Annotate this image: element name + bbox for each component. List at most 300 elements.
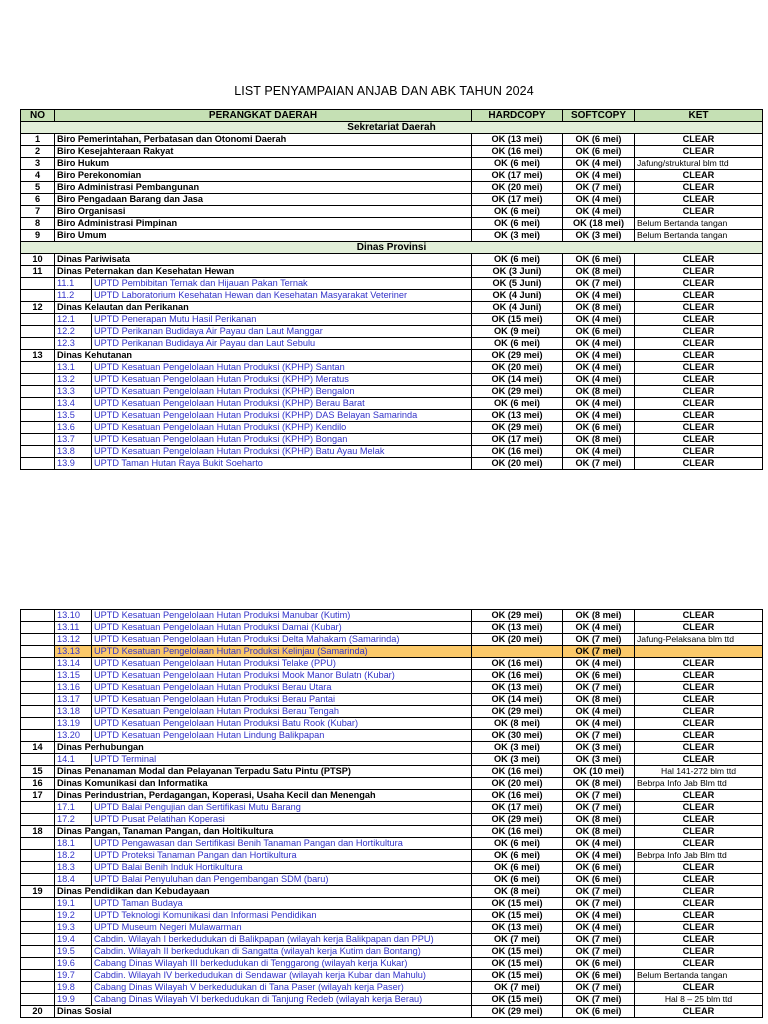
row-number: 15 <box>21 766 55 778</box>
sub-number: 13.1 <box>55 362 92 374</box>
hardcopy-status: OK (6 mei) <box>472 218 563 230</box>
ket-note: CLEAR <box>635 706 763 718</box>
sub-unit-row <box>21 458 763 470</box>
agency-row <box>21 218 763 230</box>
softcopy-status: OK (4 mei) <box>563 718 635 730</box>
sub-unit-name: UPTD Kesatuan Pengelolaan Hutan Produksi (KPHP) Berau Barat <box>92 398 472 410</box>
agency-row <box>21 790 763 802</box>
softcopy-status: OK (3 mei) <box>563 230 635 242</box>
agency-row <box>21 778 763 790</box>
ket-note: CLEAR <box>635 170 763 182</box>
agency-name: Biro Administrasi Pimpinan <box>55 218 472 230</box>
header-perangkat-daerah: PERANGKAT DAERAH <box>55 110 472 122</box>
hardcopy-status: OK (4 Juni) <box>472 290 563 302</box>
row-number: 20 <box>21 1006 55 1018</box>
hardcopy-status: OK (16 mei) <box>472 670 563 682</box>
row-number <box>21 874 55 886</box>
submission-table-page-2 <box>20 609 763 1018</box>
sub-unit-row <box>21 374 763 386</box>
agency-row <box>21 230 763 242</box>
agency-row <box>21 1006 763 1018</box>
ket-note: CLEAR <box>635 982 763 994</box>
header-softcopy: SOFTCOPY <box>563 110 635 122</box>
hardcopy-status: OK (13 mei) <box>472 682 563 694</box>
row-number <box>21 982 55 994</box>
sub-unit-row <box>21 874 763 886</box>
softcopy-status: OK (6 mei) <box>563 874 635 886</box>
agency-name: Dinas Perindustrian, Perdagangan, Koperasi, Usaha Kecil dan Menengah <box>55 790 472 802</box>
sub-number: 13.14 <box>55 658 92 670</box>
softcopy-status: OK (4 mei) <box>563 658 635 670</box>
ket-note: Jafung/struktural blm ttd <box>635 158 763 170</box>
sub-unit-row <box>21 422 763 434</box>
ket-note: CLEAR <box>635 182 763 194</box>
row-number <box>21 670 55 682</box>
softcopy-status: OK (4 mei) <box>563 922 635 934</box>
agency-row <box>21 254 763 266</box>
ket-note: Hal 8 – 25 blm ttd <box>635 994 763 1006</box>
sub-number: 19.6 <box>55 958 92 970</box>
sub-unit-name: UPTD Teknologi Komunikasi dan Informasi Pendidikan <box>92 910 472 922</box>
ket-note: CLEAR <box>635 934 763 946</box>
sub-unit-name: UPTD Kesatuan Pengelolaan Hutan Produksi Berau Pantai <box>92 694 472 706</box>
row-number <box>21 326 55 338</box>
hardcopy-status: OK (17 mei) <box>472 170 563 182</box>
hardcopy-status: OK (20 mei) <box>472 634 563 646</box>
ket-note: CLEAR <box>635 814 763 826</box>
softcopy-status: OK (4 mei) <box>563 398 635 410</box>
sub-number: 17.1 <box>55 802 92 814</box>
ket-note: CLEAR <box>635 730 763 742</box>
hardcopy-status: OK (15 mei) <box>472 946 563 958</box>
softcopy-status: OK (7 mei) <box>563 682 635 694</box>
hardcopy-status: OK (14 mei) <box>472 694 563 706</box>
row-number <box>21 446 55 458</box>
sub-number: 17.2 <box>55 814 92 826</box>
agency-name: Biro Umum <box>55 230 472 242</box>
ket-note: CLEAR <box>635 194 763 206</box>
sub-number: 19.9 <box>55 994 92 1006</box>
sub-unit-name: UPTD Kesatuan Pengelolaan Hutan Produksi (KPHP) Batu Ayau Melak <box>92 446 472 458</box>
sub-unit-name: UPTD Kesatuan Pengelolaan Hutan Produksi Damai (Kubar) <box>92 622 472 634</box>
row-number: 18 <box>21 826 55 838</box>
hardcopy-status: OK (6 mei) <box>472 838 563 850</box>
sub-unit-row <box>21 910 763 922</box>
hardcopy-status: OK (29 mei) <box>472 386 563 398</box>
sub-unit-name: UPTD Kesatuan Pengelolaan Hutan Produksi (KPHP) Santan <box>92 362 472 374</box>
sub-number: 13.3 <box>55 386 92 398</box>
sub-unit-row <box>21 278 763 290</box>
row-number <box>21 610 55 622</box>
softcopy-status: OK (8 mei) <box>563 386 635 398</box>
softcopy-status: OK (6 mei) <box>563 970 635 982</box>
hardcopy-status: OK (6 mei) <box>472 850 563 862</box>
hardcopy-status: OK (8 mei) <box>472 886 563 898</box>
ket-note: CLEAR <box>635 874 763 886</box>
sub-number: 13.7 <box>55 434 92 446</box>
agency-name: Biro Pengadaan Barang dan Jasa <box>55 194 472 206</box>
row-number <box>21 386 55 398</box>
ket-note: Bebrpa Info Jab Blm ttd <box>635 778 763 790</box>
sub-unit-row <box>21 970 763 982</box>
sub-unit-name: UPTD Pembibitan Ternak dan Hijauan Pakan Ternak <box>92 278 472 290</box>
sub-unit-name: UPTD Kesatuan Pengelolaan Hutan Produksi Delta Mahakam (Samarinda) <box>92 634 472 646</box>
sub-unit-row <box>21 386 763 398</box>
agency-name: Dinas Kelautan dan Perikanan <box>55 302 472 314</box>
ket-note: CLEAR <box>635 314 763 326</box>
hardcopy-status: OK (17 mei) <box>472 802 563 814</box>
hardcopy-status: OK (16 mei) <box>472 658 563 670</box>
sub-number: 19.1 <box>55 898 92 910</box>
header-ket: KET <box>635 110 763 122</box>
agency-name: Dinas Komunikasi dan Informatika <box>55 778 472 790</box>
agency-name: Dinas Sosial <box>55 1006 472 1018</box>
section-row <box>21 122 763 134</box>
sub-unit-name: Cabdin. Wilayah II berkedudukan di Sangatta (wilayah kerja Kutim dan Bontang) <box>92 946 472 958</box>
row-number <box>21 934 55 946</box>
sub-number: 13.15 <box>55 670 92 682</box>
ket-note: CLEAR <box>635 374 763 386</box>
agency-row <box>21 170 763 182</box>
row-number <box>21 338 55 350</box>
softcopy-status: OK (8 mei) <box>563 302 635 314</box>
row-number <box>21 458 55 470</box>
ket-note: CLEAR <box>635 362 763 374</box>
softcopy-status: OK (4 mei) <box>563 838 635 850</box>
row-number <box>21 814 55 826</box>
agency-row <box>21 350 763 362</box>
ket-note <box>635 646 763 658</box>
sub-unit-name: Cabdin. Wilayah IV berkedudukan di Sendawar (wilayah kerja Kubar dan Mahulu) <box>92 970 472 982</box>
softcopy-status: OK (7 mei) <box>563 634 635 646</box>
row-number <box>21 694 55 706</box>
hardcopy-status: OK (29 mei) <box>472 706 563 718</box>
sub-number: 19.3 <box>55 922 92 934</box>
agency-row <box>21 826 763 838</box>
row-number: 1 <box>21 134 55 146</box>
hardcopy-status: OK (8 mei) <box>472 718 563 730</box>
hardcopy-status: OK (6 mei) <box>472 254 563 266</box>
hardcopy-status: OK (13 mei) <box>472 622 563 634</box>
row-number: 9 <box>21 230 55 242</box>
sub-unit-row <box>21 446 763 458</box>
softcopy-status: OK (6 mei) <box>563 326 635 338</box>
softcopy-status: OK (6 mei) <box>563 1006 635 1018</box>
hardcopy-status: OK (20 mei) <box>472 778 563 790</box>
sub-unit-row <box>21 718 763 730</box>
ket-note: CLEAR <box>635 398 763 410</box>
ket-note: CLEAR <box>635 134 763 146</box>
agency-name: Dinas Perhubungan <box>55 742 472 754</box>
softcopy-status: OK (4 mei) <box>563 622 635 634</box>
softcopy-status: OK (7 mei) <box>563 982 635 994</box>
header-hardcopy: HARDCOPY <box>472 110 563 122</box>
agency-row <box>21 146 763 158</box>
ket-note: CLEAR <box>635 694 763 706</box>
hardcopy-status: OK (16 mei) <box>472 446 563 458</box>
row-number <box>21 970 55 982</box>
row-number: 12 <box>21 302 55 314</box>
sub-number: 13.18 <box>55 706 92 718</box>
ket-note: CLEAR <box>635 802 763 814</box>
row-number: 16 <box>21 778 55 790</box>
hardcopy-status: OK (20 mei) <box>472 182 563 194</box>
sub-unit-row <box>21 338 763 350</box>
row-number: 13 <box>21 350 55 362</box>
softcopy-status: OK (6 mei) <box>563 134 635 146</box>
sub-number: 18.3 <box>55 862 92 874</box>
ket-note: CLEAR <box>635 278 763 290</box>
hardcopy-status: OK (6 mei) <box>472 338 563 350</box>
ket-note: CLEAR <box>635 718 763 730</box>
hardcopy-status: OK (15 mei) <box>472 898 563 910</box>
sub-unit-row <box>21 730 763 742</box>
row-number <box>21 314 55 326</box>
hardcopy-status: OK (3 Juni) <box>472 266 563 278</box>
sub-unit-row <box>21 802 763 814</box>
agency-name: Dinas Peternakan dan Kesehatan Hewan <box>55 266 472 278</box>
row-number <box>21 838 55 850</box>
hardcopy-status: OK (3 mei) <box>472 230 563 242</box>
softcopy-status: OK (6 mei) <box>563 958 635 970</box>
sub-number: 13.10 <box>55 610 92 622</box>
softcopy-status: OK (8 mei) <box>563 434 635 446</box>
agency-name: Biro Hukum <box>55 158 472 170</box>
sub-unit-row <box>21 610 763 622</box>
hardcopy-status: OK (3 mei) <box>472 754 563 766</box>
hardcopy-status: OK (20 mei) <box>472 362 563 374</box>
agency-row <box>21 766 763 778</box>
ket-note: Hal 141-272 blm ttd <box>635 766 763 778</box>
softcopy-status: OK (3 mei) <box>563 742 635 754</box>
sub-unit-row <box>21 646 763 658</box>
sub-unit-name: UPTD Kesatuan Pengelolaan Hutan Produksi Batu Rook (Kubar) <box>92 718 472 730</box>
ket-note: Belum Bertanda tangan <box>635 218 763 230</box>
sub-number: 19.7 <box>55 970 92 982</box>
softcopy-status: OK (4 mei) <box>563 194 635 206</box>
page-title: LIST PENYAMPAIAN ANJAB DAN ABK TAHUN 2024 <box>234 84 534 98</box>
hardcopy-status: OK (5 Juni) <box>472 278 563 290</box>
sub-unit-name: UPTD Kesatuan Pengelolaan Hutan Produksi Berau Tengah <box>92 706 472 718</box>
sub-unit-row <box>21 982 763 994</box>
softcopy-status: OK (8 mei) <box>563 826 635 838</box>
sub-unit-row <box>21 362 763 374</box>
row-number: 10 <box>21 254 55 266</box>
softcopy-status: OK (4 mei) <box>563 446 635 458</box>
softcopy-status: OK (7 mei) <box>563 278 635 290</box>
submission-table-page-1 <box>20 109 763 470</box>
sub-number: 13.17 <box>55 694 92 706</box>
hardcopy-status: OK (29 mei) <box>472 422 563 434</box>
sub-unit-name: UPTD Kesatuan Pengelolaan Hutan Produksi (KPHP) Kendilo <box>92 422 472 434</box>
table-header-row <box>21 110 763 122</box>
sub-unit-row <box>21 838 763 850</box>
row-number <box>21 682 55 694</box>
softcopy-status: OK (8 mei) <box>563 694 635 706</box>
ket-note: CLEAR <box>635 790 763 802</box>
hardcopy-status: OK (15 mei) <box>472 958 563 970</box>
row-number: 14 <box>21 742 55 754</box>
sub-unit-row <box>21 634 763 646</box>
softcopy-status: OK (4 mei) <box>563 850 635 862</box>
sub-unit-row <box>21 670 763 682</box>
ket-note: CLEAR <box>635 206 763 218</box>
ket-note: CLEAR <box>635 290 763 302</box>
row-number: 8 <box>21 218 55 230</box>
row-number: 3 <box>21 158 55 170</box>
ket-note: CLEAR <box>635 958 763 970</box>
softcopy-status: OK (8 mei) <box>563 814 635 826</box>
sub-unit-row <box>21 314 763 326</box>
sub-number: 13.12 <box>55 634 92 646</box>
ket-note: CLEAR <box>635 410 763 422</box>
hardcopy-status: OK (16 mei) <box>472 826 563 838</box>
hardcopy-status: OK (15 mei) <box>472 994 563 1006</box>
softcopy-status: OK (4 mei) <box>563 374 635 386</box>
softcopy-status: OK (8 mei) <box>563 610 635 622</box>
softcopy-status: OK (4 mei) <box>563 350 635 362</box>
softcopy-status: OK (7 mei) <box>563 182 635 194</box>
row-number <box>21 718 55 730</box>
softcopy-status: OK (4 mei) <box>563 314 635 326</box>
sub-unit-name: UPTD Kesatuan Pengelolaan Hutan Produksi Mook Manor Bulatn (Kubar) <box>92 670 472 682</box>
section-label: Sekretariat Daerah <box>21 122 763 134</box>
ket-note: CLEAR <box>635 826 763 838</box>
hardcopy-status: OK (6 mei) <box>472 874 563 886</box>
sub-unit-name: UPTD Laboratorium Kesehatan Hewan dan Kesehatan Masyarakat Veteriner <box>92 290 472 302</box>
ket-note: CLEAR <box>635 386 763 398</box>
hardcopy-status: OK (7 mei) <box>472 934 563 946</box>
row-number <box>21 362 55 374</box>
agency-name: Biro Pemerintahan, Perbatasan dan Otonomi Daerah <box>55 134 472 146</box>
row-number <box>21 622 55 634</box>
softcopy-status: OK (7 mei) <box>563 730 635 742</box>
agency-name: Dinas Pariwisata <box>55 254 472 266</box>
ket-note: CLEAR <box>635 862 763 874</box>
softcopy-status: OK (6 mei) <box>563 422 635 434</box>
row-number <box>21 706 55 718</box>
sub-unit-name: UPTD Kesatuan Pengelolaan Hutan Produksi Manubar (Kutim) <box>92 610 472 622</box>
softcopy-status: OK (4 mei) <box>563 410 635 422</box>
hardcopy-status: OK (16 mei) <box>472 790 563 802</box>
ket-note: CLEAR <box>635 898 763 910</box>
sub-number: 12.1 <box>55 314 92 326</box>
sub-unit-name: UPTD Kesatuan Pengelolaan Hutan Lindung Balikpapan <box>92 730 472 742</box>
sub-number: 19.4 <box>55 934 92 946</box>
row-number: 4 <box>21 170 55 182</box>
ket-note: CLEAR <box>635 350 763 362</box>
ket-note: CLEAR <box>635 622 763 634</box>
sub-unit-name: UPTD Perikanan Budidaya Air Payau dan Laut Sebulu <box>92 338 472 350</box>
ket-note: CLEAR <box>635 946 763 958</box>
row-number <box>21 410 55 422</box>
sub-number: 19.5 <box>55 946 92 958</box>
sub-unit-row <box>21 410 763 422</box>
sub-unit-row <box>21 862 763 874</box>
softcopy-status: OK (4 mei) <box>563 206 635 218</box>
sub-unit-name: UPTD Balai Penyuluhan dan Pengembangan SDM (baru) <box>92 874 472 886</box>
softcopy-status: OK (6 mei) <box>563 254 635 266</box>
row-number <box>21 374 55 386</box>
sub-unit-name: UPTD Balai Benih Induk Hortikultura <box>92 862 472 874</box>
hardcopy-status: OK (16 mei) <box>472 146 563 158</box>
sub-unit-row <box>21 290 763 302</box>
sub-unit-name: Cabang Dinas Wilayah III berkedudukan di Tenggarong (wilayah kerja Kukar) <box>92 958 472 970</box>
sub-unit-name: Cabdin. Wilayah I berkedudukan di Balikpapan (wilayah kerja Balikpapan dan PPU) <box>92 934 472 946</box>
hardcopy-status <box>472 646 563 658</box>
hardcopy-status: OK (14 mei) <box>472 374 563 386</box>
sub-number: 13.13 <box>55 646 92 658</box>
hardcopy-status: OK (29 mei) <box>472 350 563 362</box>
sub-unit-name: Cabang Dinas Wilayah VI berkedudukan di Tanjung Redeb (wilayah kerja Berau) <box>92 994 472 1006</box>
agency-name: Dinas Pangan, Tanaman Pangan, dan Holtikultura <box>55 826 472 838</box>
sub-unit-row <box>21 694 763 706</box>
ket-note: CLEAR <box>635 886 763 898</box>
sub-unit-name: UPTD Kesatuan Pengelolaan Hutan Produksi (KPHP) Bongan <box>92 434 472 446</box>
agency-row <box>21 194 763 206</box>
sub-unit-name: UPTD Balai Pengujian dan Sertifikasi Mutu Barang <box>92 802 472 814</box>
sub-unit-name: UPTD Kesatuan Pengelolaan Hutan Produksi Berau Utara <box>92 682 472 694</box>
row-number <box>21 754 55 766</box>
sub-number: 13.8 <box>55 446 92 458</box>
sub-number: 19.2 <box>55 910 92 922</box>
hardcopy-status: OK (20 mei) <box>472 458 563 470</box>
hardcopy-status: OK (29 mei) <box>472 1006 563 1018</box>
softcopy-status: OK (6 mei) <box>563 862 635 874</box>
hardcopy-status: OK (30 mei) <box>472 730 563 742</box>
agency-row <box>21 182 763 194</box>
row-number <box>21 290 55 302</box>
softcopy-status: OK (4 mei) <box>563 290 635 302</box>
sub-number: 14.1 <box>55 754 92 766</box>
row-number: 2 <box>21 146 55 158</box>
sub-number: 18.4 <box>55 874 92 886</box>
softcopy-status: OK (18 mei) <box>563 218 635 230</box>
hardcopy-status: OK (4 Juni) <box>472 302 563 314</box>
sub-unit-name: UPTD Kesatuan Pengelolaan Hutan Produksi Telake (PPU) <box>92 658 472 670</box>
softcopy-status: OK (4 mei) <box>563 706 635 718</box>
hardcopy-status: OK (15 mei) <box>472 910 563 922</box>
softcopy-status: OK (7 mei) <box>563 646 635 658</box>
row-number: 5 <box>21 182 55 194</box>
ket-note: CLEAR <box>635 266 763 278</box>
hardcopy-status: OK (15 mei) <box>472 970 563 982</box>
agency-name: Dinas Pendidikan dan Kebudayaan <box>55 886 472 898</box>
ket-note: CLEAR <box>635 254 763 266</box>
sub-unit-name: UPTD Taman Budaya <box>92 898 472 910</box>
ket-note: Bebrpa Info Jab Blm ttd <box>635 850 763 862</box>
softcopy-status: OK (4 mei) <box>563 158 635 170</box>
hardcopy-status: OK (17 mei) <box>472 194 563 206</box>
sub-number: 13.2 <box>55 374 92 386</box>
softcopy-status: OK (7 mei) <box>563 458 635 470</box>
softcopy-status: OK (8 mei) <box>563 778 635 790</box>
ket-note: Jafung-Pelaksana blm ttd <box>635 634 763 646</box>
row-number <box>21 850 55 862</box>
agency-row <box>21 886 763 898</box>
softcopy-status: OK (7 mei) <box>563 934 635 946</box>
sub-unit-row <box>21 622 763 634</box>
sub-unit-name: UPTD Proteksi Tanaman Pangan dan Hortikultura <box>92 850 472 862</box>
row-number <box>21 958 55 970</box>
sub-unit-name: UPTD Kesatuan Pengelolaan Hutan Produksi (KPHP) Meratus <box>92 374 472 386</box>
ket-note: CLEAR <box>635 754 763 766</box>
sub-unit-name: UPTD Perikanan Budidaya Air Payau dan Laut Manggar <box>92 326 472 338</box>
ket-note: CLEAR <box>635 326 763 338</box>
sub-unit-row <box>21 958 763 970</box>
row-number <box>21 862 55 874</box>
sub-number: 13.16 <box>55 682 92 694</box>
